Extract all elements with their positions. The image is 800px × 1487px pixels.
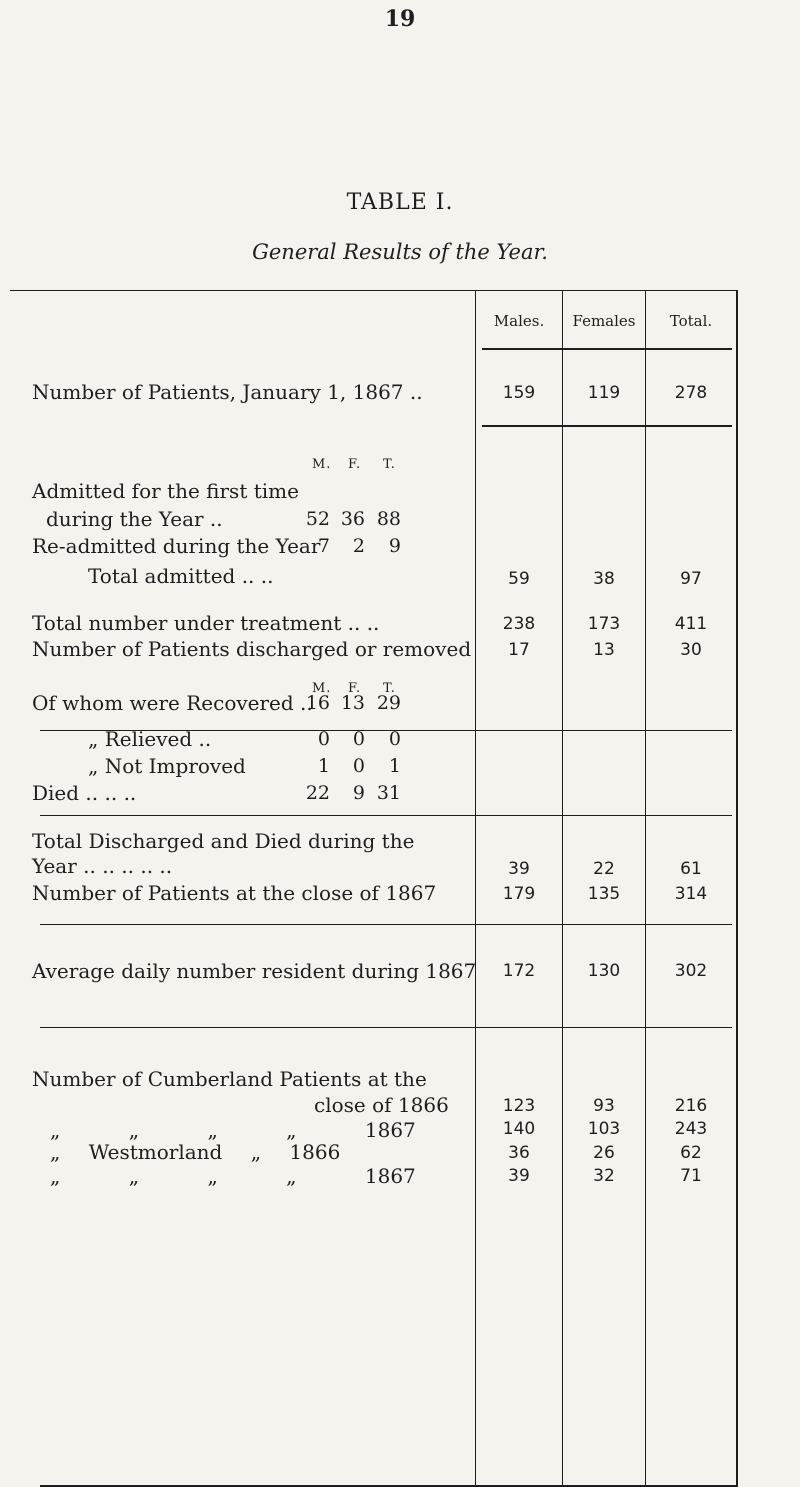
sub-header-m-2: M.	[312, 681, 332, 696]
died-f: 9	[352, 782, 365, 804]
col-total: Total.	[669, 312, 713, 330]
relieved-m: 0	[317, 728, 330, 750]
january-females: 119	[587, 383, 621, 403]
recovered-label: Of whom were Recovered ..	[32, 691, 313, 715]
sub-header-m: M.	[312, 457, 332, 472]
total-discharged-females: 22	[593, 859, 615, 879]
total-admitted-total: 97	[680, 569, 702, 589]
discharged-label: Number of Patients discharged or removed	[32, 637, 472, 661]
close-1867-total: 314	[674, 884, 708, 904]
total-treatment-label: Total number under treatment .. ..	[32, 611, 380, 635]
not-improved-label: „ Not Improved	[88, 754, 246, 778]
close-1867-rule	[40, 924, 732, 925]
table-subtitle: General Results of the Year.	[252, 240, 548, 264]
average-males: 172	[502, 961, 536, 981]
westmorland-1867-males: 39	[508, 1166, 530, 1186]
col-females: Females	[572, 312, 636, 330]
cumberland-1867-females: 103	[587, 1119, 621, 1139]
page-number: 19	[384, 6, 416, 32]
admitted-first-m: 52	[305, 508, 330, 530]
westmorland-1866-males: 36	[508, 1143, 530, 1163]
total-discharged-males: 39	[508, 859, 530, 879]
close-1867-label: Number of Patients at the close of 1867	[32, 881, 437, 905]
admitted-first-f: 36	[340, 508, 365, 530]
total-discharged-label-2: Year .. .. .. .. ..	[32, 854, 173, 878]
readmitted-label: Re-admitted during the Year	[32, 534, 321, 558]
sub-header-t: T.	[383, 457, 396, 472]
not-improved-m: 1	[317, 755, 330, 777]
cumberland-1866-label: close of 1866	[314, 1093, 449, 1117]
close-1867-males: 179	[502, 884, 536, 904]
january-total: 278	[674, 383, 708, 403]
discharged-males: 17	[508, 640, 530, 660]
relieved-t: 0	[388, 728, 401, 750]
close-1867-females: 135	[587, 884, 621, 904]
total-admitted-males: 59	[508, 569, 530, 589]
cumberland-1867-total: 243	[674, 1119, 708, 1139]
sub-header-f-2: F.	[348, 681, 362, 696]
cumberland-label-1: Number of Cumberland Patients at the	[32, 1067, 427, 1091]
westmorland-1866-total: 62	[680, 1143, 702, 1163]
january-males: 159	[502, 383, 536, 403]
not-improved-f: 0	[352, 755, 365, 777]
total-treatment-females: 173	[587, 614, 621, 634]
table-heading: TABLE I.	[346, 190, 454, 215]
cumberland-1866-total: 216	[674, 1096, 708, 1116]
discharged-females: 13	[593, 640, 615, 660]
discharged-total: 30	[680, 640, 702, 660]
admitted-first-label-1: Admitted for the first time	[32, 479, 299, 503]
recovered-m: 16	[305, 692, 330, 714]
relieved-label: „ Relieved ..	[88, 727, 212, 751]
westmorland-1866-label: „ Westmorland „ 1866	[50, 1140, 341, 1164]
total-discharged-label-1: Total Discharged and Died during the	[32, 829, 415, 853]
readmitted-m: 7	[317, 535, 330, 557]
readmitted-t: 9	[388, 535, 401, 557]
sub-header-f: F.	[348, 457, 362, 472]
westmorland-1867-total: 71	[680, 1166, 702, 1186]
cumberland-1867-males: 140	[502, 1119, 536, 1139]
total-admitted-females: 38	[593, 569, 615, 589]
westmorland-1866-females: 26	[593, 1143, 615, 1163]
recovered-t: 29	[376, 692, 401, 714]
admitted-first-label-2: during the Year ..	[46, 507, 223, 531]
died-m: 22	[305, 782, 330, 804]
average-total: 302	[674, 961, 708, 981]
sub-header-t-2: T.	[383, 681, 396, 696]
total-admitted-label: Total admitted .. ..	[88, 564, 274, 588]
total-discharged-total: 61	[680, 859, 702, 879]
readmitted-f: 2	[352, 535, 365, 557]
total-treatment-total: 411	[674, 614, 708, 634]
admitted-first-t: 88	[376, 508, 401, 530]
westmorland-1867-label: „ „ „ „ 1867	[50, 1164, 416, 1188]
relieved-f: 0	[352, 728, 365, 750]
not-improved-t: 1	[388, 755, 401, 777]
col-males: Males.	[493, 312, 545, 330]
average-females: 130	[587, 961, 621, 981]
westmorland-1867-females: 32	[593, 1166, 615, 1186]
died-label: Died .. .. ..	[32, 781, 137, 805]
total-treatment-males: 238	[502, 614, 536, 634]
died-t: 31	[376, 782, 401, 804]
row-january-label: Number of Patients, January 1, 1867 ..	[32, 380, 423, 404]
average-label: Average daily number resident during 1867	[32, 959, 477, 983]
average-rule-lower	[40, 1027, 732, 1028]
cumberland-1866-females: 93	[593, 1096, 615, 1116]
recovered-f: 13	[340, 692, 365, 714]
cumberland-1867-label: „ „ „ „ 1867	[50, 1118, 416, 1142]
cumberland-1866-males: 123	[502, 1096, 536, 1116]
